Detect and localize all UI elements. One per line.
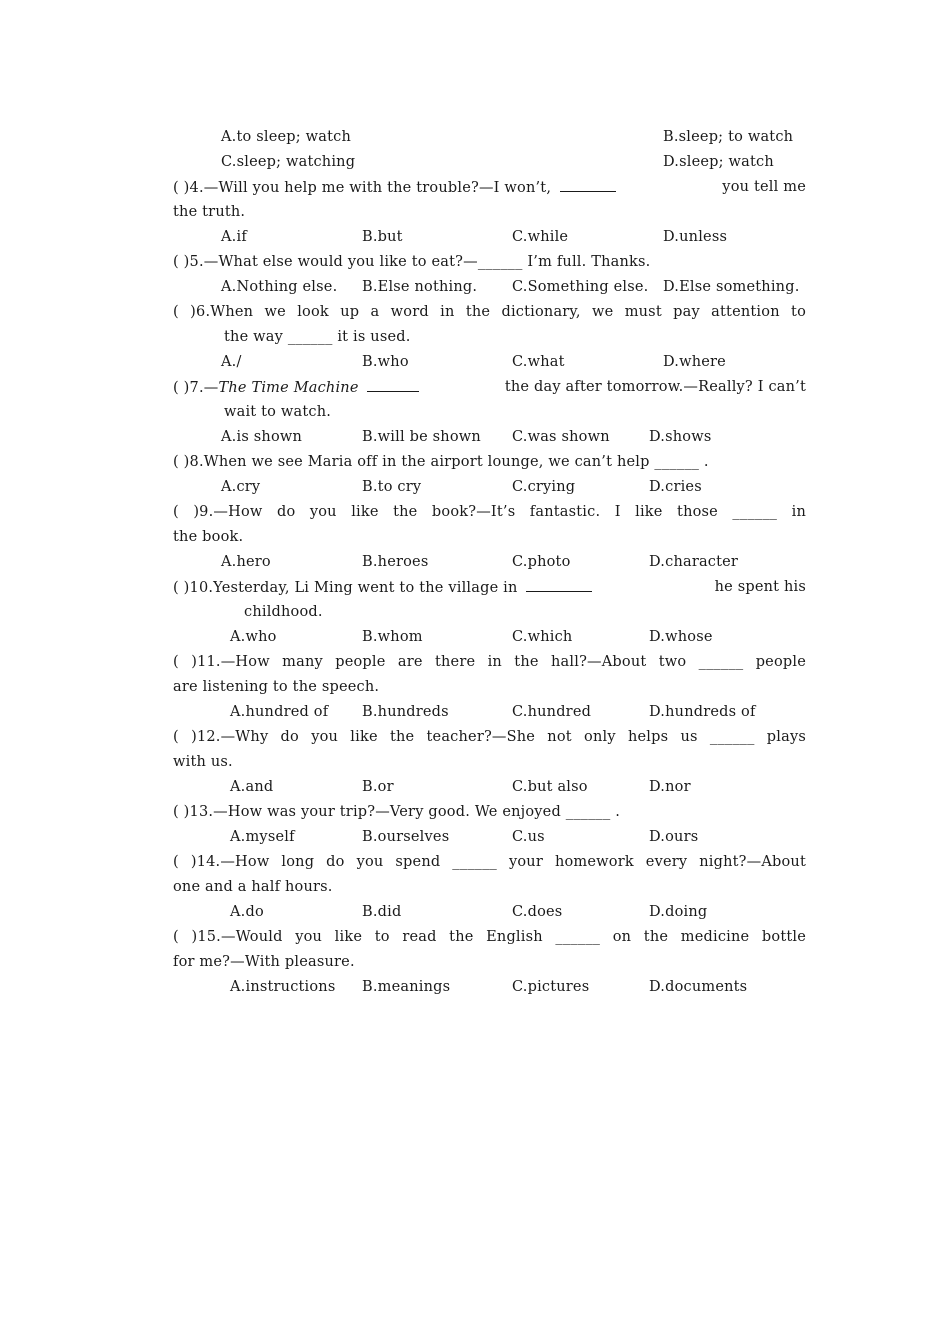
q4-option-b: B.but (362, 229, 403, 245)
q14-option-a: A.do (230, 904, 264, 920)
q5-option-b: B.Else nothing. (362, 279, 478, 295)
q8-option-c: C.crying (512, 479, 576, 495)
q4-stem-line2: the truth. (173, 204, 246, 220)
q14-option-d: D.doing (649, 904, 708, 920)
q8-option-a: A.cry (221, 479, 261, 495)
q9-stem-line1: ( )9.—How do you like the book?—It’s fantastic. I like those ______ in (173, 504, 806, 520)
q10-stem-line1: ( )10.Yesterday, Li Ming went to the village in he spent his (173, 579, 806, 596)
q10-option-b: B.whom (362, 629, 423, 645)
q5-option-d: D.Else something. (663, 279, 800, 295)
q15-stem-line2: for me?—With pleasure. (173, 954, 355, 970)
q11-stem-line2: are listening to the speech. (173, 679, 380, 695)
q13-option-a: A.myself (230, 829, 295, 845)
q13-stem-line1: ( )13.—How was your trip?—Very good. We enjoyed ______ . (173, 804, 621, 820)
q14-stem-line2: one and a half hours. (173, 879, 333, 895)
q15-stem-line1: ( )15.—Would you like to read the English ______ on the medicine bottle (173, 929, 806, 945)
q4-option-c: C.while (512, 229, 569, 245)
q3-option-d: D.sleep; watch (663, 154, 774, 170)
q12-option-c: C.but also (512, 779, 588, 795)
q12-stem-line1: ( )12.—Why do you like the teacher?—She not only helps us ______ plays (173, 729, 806, 745)
q3-option-a: A.to sleep; watch (221, 129, 352, 145)
q7-stem-line2: wait to watch. (224, 404, 332, 420)
q6-option-d: D.where (663, 354, 726, 370)
q13-option-c: C.us (512, 829, 545, 845)
q7-option-c: C.was shown (512, 429, 610, 445)
q6-option-c: C.what (512, 354, 565, 370)
q9-option-a: A.hero (221, 554, 271, 570)
q7-option-d: D.shows (649, 429, 712, 445)
q12-option-d: D.nor (649, 779, 691, 795)
q10-stem-line2: childhood. (244, 604, 323, 620)
q5-option-c: C.Something else. (512, 279, 649, 295)
q11-stem-line1: ( )11.—How many people are there in the hall?—About two ______ people (173, 654, 806, 670)
q14-stem-line1: ( )14.—How long do you spend ______ your homework every night?—About (173, 854, 806, 870)
q4-option-d: D.unless (663, 229, 728, 245)
movie-title: The Time Machine (218, 380, 359, 396)
q12-option-a: A.and (230, 779, 274, 795)
q7-option-a: A.is shown (221, 429, 303, 445)
q6-stem-line2: the way ______ it is used. (224, 329, 411, 345)
q10-option-c: C.which (512, 629, 573, 645)
q14-option-c: C.does (512, 904, 563, 920)
q14-option-b: B.did (362, 904, 402, 920)
q10-option-a: A.who (230, 629, 277, 645)
q15-option-b: B.meanings (362, 979, 451, 995)
q3-option-b: B.sleep; to watch (663, 129, 794, 145)
q11-option-d: D.hundreds of (649, 704, 756, 720)
q9-option-c: C.photo (512, 554, 571, 570)
q11-option-c: C.hundred (512, 704, 592, 720)
q4-option-a: A.if (221, 229, 247, 245)
q6-stem-line1: ( )6.When we look up a word in the dictionary, we must pay attention to (173, 304, 806, 320)
q15-option-d: D.documents (649, 979, 748, 995)
q5-option-a: A.Nothing else. (221, 279, 338, 295)
q3-option-c: C.sleep; watching (221, 154, 356, 170)
q12-stem-line2: with us. (173, 754, 233, 770)
q8-stem-line1: ( )8.When we see Maria off in the airport lounge, we can’t help ______ . (173, 454, 709, 470)
q9-option-b: B.heroes (362, 554, 429, 570)
q5-stem-line1: ( )5.—What else would you like to eat?—______ I’m full. Thanks. (173, 254, 651, 270)
q11-option-a: A.hundred of (230, 704, 329, 720)
answer-blank (367, 377, 419, 392)
q15-option-a: A.instructions (230, 979, 336, 995)
q13-option-b: B.ourselves (362, 829, 450, 845)
q10-option-d: D.whose (649, 629, 713, 645)
q8-option-b: B.to cry (362, 479, 422, 495)
q8-option-d: D.cries (649, 479, 702, 495)
q7-stem-line1: ( )7.—The Time Machine the day after tomorrow.—Really? I can’t (173, 379, 806, 396)
answer-blank (526, 577, 592, 592)
q6-option-b: B.who (362, 354, 409, 370)
q15-option-c: C.pictures (512, 979, 590, 995)
q4-stem-line1: ( )4.—Will you help me with the trouble?—I won’t, you tell me (173, 179, 806, 196)
q12-option-b: B.or (362, 779, 394, 795)
q7-option-b: B.will be shown (362, 429, 481, 445)
q9-stem-line2: the book. (173, 529, 244, 545)
q13-option-d: D.ours (649, 829, 699, 845)
q6-option-a: A./ (221, 354, 242, 370)
answer-blank (560, 177, 616, 192)
q11-option-b: B.hundreds (362, 704, 449, 720)
q9-option-d: D.character (649, 554, 739, 570)
